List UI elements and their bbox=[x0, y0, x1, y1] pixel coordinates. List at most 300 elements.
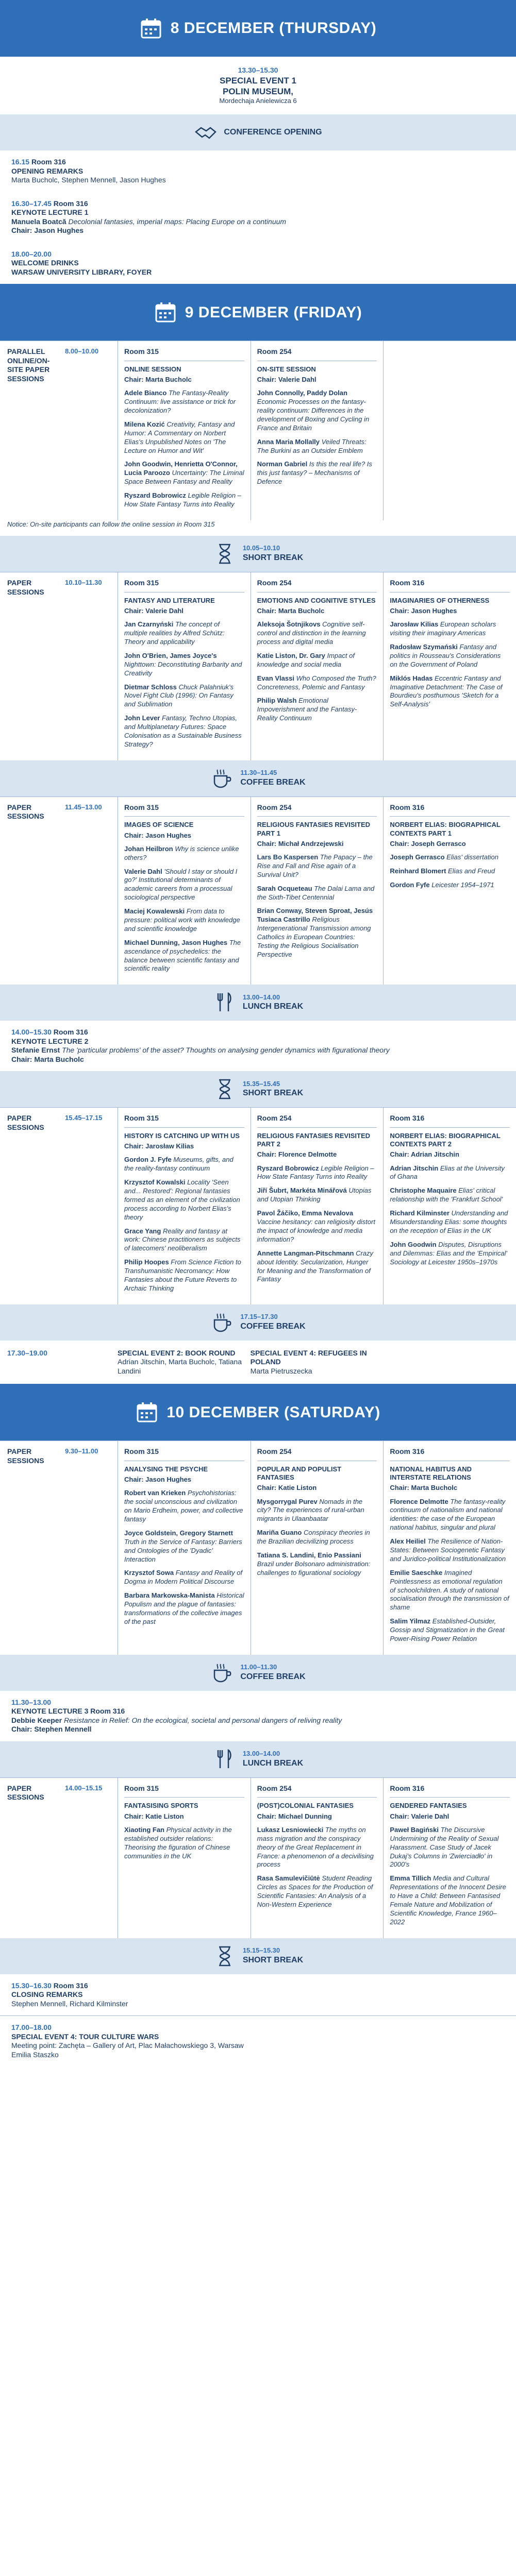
session-chair: Chair: Marta Bucholc bbox=[124, 376, 192, 383]
paper-title: Chuck Palahniuk's Novel Fight Club (1996): On Fantasy and Sublimation bbox=[124, 683, 234, 708]
paper-item bbox=[257, 652, 377, 669]
session-column bbox=[118, 341, 251, 520]
keynote-time: 14.00–15.30 bbox=[11, 1028, 52, 1037]
hourglass-icon bbox=[213, 1944, 237, 1968]
paper-item bbox=[257, 885, 377, 902]
session-column bbox=[251, 797, 384, 985]
short-break-band bbox=[0, 1071, 516, 1107]
paper-author: Joyce Goldstein, Gregory Starnett bbox=[124, 1529, 233, 1537]
tour-title: SPECIAL EVENT 4: TOUR CULTURE WARS bbox=[11, 2032, 159, 2041]
paper-item bbox=[124, 1258, 244, 1293]
paper-item bbox=[124, 939, 244, 974]
special-events-2-4 bbox=[0, 1341, 516, 1384]
session-chair: Chair: Jason Hughes bbox=[124, 1476, 192, 1484]
session-time: 8.00–10.00 bbox=[65, 347, 99, 355]
paper-item bbox=[257, 1498, 377, 1524]
paper-title: Economic Processes on the fantasy-reality continuum: Differences in the development of Boxing and Cycling in France and Britain bbox=[257, 398, 370, 432]
short-break-band bbox=[0, 536, 516, 572]
paper-title: Cognitive self-control and distinction in the learning process and digital media bbox=[257, 620, 366, 646]
paper-item bbox=[257, 438, 377, 455]
session-heading: HISTORY IS CATCHING UP WITH US bbox=[124, 1131, 240, 1140]
paper-title: Historical Populism and the plague of fantasies: transformations of the collective images of the past bbox=[124, 1591, 244, 1625]
paper-item bbox=[390, 1164, 510, 1182]
paper-author: Barbara Markowska-Manista bbox=[124, 1591, 215, 1600]
paper-title: Emotional Impoverishment and the Fantasy-Reality Continuum bbox=[257, 697, 357, 722]
paper-title: Museums, gifts, and the reality-fantasy continuum bbox=[124, 1156, 234, 1173]
session-column bbox=[118, 797, 251, 985]
paper-author: Katie Liston, Dr. Gary bbox=[257, 651, 325, 659]
coffee-cup-icon bbox=[210, 767, 234, 790]
paper-title: Elias' dissertation bbox=[446, 853, 498, 861]
hourglass-icon bbox=[213, 1077, 237, 1101]
paper-author: Sarah Ocqueteau bbox=[257, 884, 312, 892]
opening-remarks bbox=[0, 150, 516, 192]
room-name: Room 315 bbox=[124, 579, 244, 592]
keynote-room: Room 316 bbox=[53, 1028, 88, 1037]
paper-author: Rasa Samulevičiūtė bbox=[257, 1874, 320, 1883]
session-chair: Chair: Joseph Gerrasco bbox=[390, 839, 466, 848]
tour-person: Emilia Staszko bbox=[11, 2050, 59, 2059]
paper-title: Physical activity in the established outsider relations: Theorising the figuration of Chinese communities in the UK bbox=[124, 1825, 232, 1860]
paper-author: Mysgorrygal Purev bbox=[257, 1497, 318, 1505]
paper-item bbox=[390, 1498, 510, 1533]
paper-item bbox=[390, 1187, 510, 1204]
paper-author: Valerie Dahl bbox=[124, 867, 162, 875]
paper-author: Milena Kozić bbox=[124, 420, 165, 428]
coffee-break-band bbox=[0, 760, 516, 796]
paper-item bbox=[124, 1156, 244, 1173]
paper-author: Aleksoja Šotnjikovs bbox=[257, 620, 321, 629]
event-time: 13.30–15.30 bbox=[238, 66, 278, 74]
session-time: 9.30–11.00 bbox=[65, 1447, 98, 1455]
closing-people: Stephen Mennell, Richard Kilminster bbox=[11, 1999, 128, 2008]
paper-author: Miklós Hadas bbox=[390, 674, 433, 682]
paper-item bbox=[257, 1529, 377, 1546]
session-chair: Chair: Marta Bucholc bbox=[390, 1484, 458, 1492]
paper-title: From Science Fiction to Transhumanistic Necromancy: How Fantasies about the Future Reverts to Archaic Thinking bbox=[124, 1258, 241, 1292]
session-column bbox=[383, 572, 516, 760]
keynote-chair: Chair: Jason Hughes bbox=[11, 226, 84, 235]
paper-author: Mariña Guano bbox=[257, 1529, 302, 1537]
paper-title: Conspiracy theories in the Brazilian decivilizing process bbox=[257, 1529, 370, 1546]
paper-item bbox=[124, 683, 244, 709]
keynote-chair: Chair: Marta Bucholc bbox=[11, 1055, 84, 1063]
break-label: SHORT BREAK bbox=[242, 553, 304, 563]
paper-sessions-2 bbox=[0, 796, 516, 985]
coffee-time: 11.30–11.45 bbox=[240, 768, 277, 776]
paper-title: Truth in the Service of Fantasy: Barriers and Ontologies of the 'Dyadic' Interaction bbox=[124, 1537, 242, 1563]
paper-title: Eccentric Fantasy and Imaginative Detachment: The Case of Bourdieu's posthumous 'Sketch for a Self-Analysis' bbox=[390, 674, 503, 708]
paper-author: Gordon Fyfe bbox=[390, 880, 430, 889]
paper-author: Annette Langman-Pitschmann bbox=[257, 1249, 354, 1257]
calendar-icon bbox=[136, 1401, 158, 1423]
paper-item bbox=[257, 907, 377, 959]
day-banner-8-dec bbox=[0, 0, 516, 57]
paper-title: 'Should I stay or should I go?' Institutional determinants of academic careers from a processual sociological perspective bbox=[124, 867, 238, 902]
paper-author: Johan Heilbron bbox=[124, 844, 173, 853]
paper-author: Adele Bianco bbox=[124, 389, 167, 397]
session-chair: Chair: Florence Delmotte bbox=[257, 1150, 337, 1159]
paper-title: Reality and fantasy at work: Chinese practitioners as subjects of latecomers' neoliberalism bbox=[124, 1227, 241, 1252]
session-chair: Chair: Valerie Dahl bbox=[124, 606, 184, 615]
room-name: Room 254 bbox=[257, 1784, 377, 1798]
paper-title: Crazy about Identity. Secularization, Hunger for Meaning and the Transformation of Fantasy bbox=[257, 1249, 374, 1283]
paper-author: Alex Heiliel bbox=[390, 1537, 426, 1546]
paper-title: The ascendance of psychedelics: the balance between scientific fantasy and scientific reality bbox=[124, 938, 241, 973]
paper-title: Legible Religion – How State Fantasy Turns into Reality bbox=[124, 492, 241, 509]
session-heading: RELIGIOUS FANTASIES REVISITED PART 2 bbox=[257, 1131, 370, 1148]
paper-item bbox=[124, 1529, 244, 1564]
session-heading: IMAGES OF SCIENCE bbox=[124, 821, 194, 829]
paper-author: Lukasz Lesniowiecki bbox=[257, 1825, 324, 1834]
paper-title: Brazil under Bolsonaro administration: challenges to figurational sociology bbox=[257, 1560, 371, 1577]
paper-title: From data to pressure: political work with knowledge and scientific knowledge bbox=[124, 907, 240, 933]
paper-item bbox=[124, 652, 244, 678]
session-time: 14.00–15.15 bbox=[65, 1784, 103, 1792]
keynote-title: KEYNOTE LECTURE 1 bbox=[11, 208, 89, 217]
room-name: Room 315 bbox=[124, 1447, 244, 1461]
paper-author: Emma Tillich bbox=[390, 1874, 431, 1883]
paper-item bbox=[390, 867, 510, 876]
paper-item bbox=[257, 1874, 377, 1909]
paper-title: Elias' critical relationship with the 'Frankfurt School' bbox=[390, 1187, 503, 1204]
paper-title: European scholars visiting their imaginary Americas bbox=[390, 620, 496, 637]
keynote-talk: Resistance in Relief: On the ecological, societal and personal dangers of reliving reality bbox=[63, 1716, 342, 1724]
coffee-break-band bbox=[0, 1304, 516, 1341]
paper-author: Pavol Žáčiko, Emma Nevalova bbox=[257, 1209, 354, 1217]
paper-title: Religious Intergenerational Transmission among Catholics in European Countries: Testing the Religious Socialisation Perspective bbox=[257, 916, 371, 958]
paper-author: Jarosław Kilias bbox=[390, 620, 439, 629]
session-label: PAPER SESSIONS bbox=[7, 1114, 44, 1131]
coffee-cup-icon bbox=[210, 1661, 234, 1685]
session-chair: Chair: Jason Hughes bbox=[124, 831, 192, 839]
session-heading: FANTASY AND LITERATURE bbox=[124, 596, 215, 604]
closing-remarks bbox=[0, 1974, 516, 2016]
paper-item bbox=[390, 881, 510, 890]
room-name: Room 316 bbox=[390, 1447, 510, 1461]
paper-title: Is this the real life? Is this just fantasy? – Mechanisms of Defence bbox=[257, 460, 372, 486]
lunch-break-band bbox=[0, 1741, 516, 1777]
session-column bbox=[383, 1441, 516, 1655]
session-column bbox=[118, 1441, 251, 1655]
paper-title: The Papacy – the Rise and Fall and Rise again of a Survival Unit? bbox=[257, 853, 373, 878]
paper-title: Vaccine hesitancy: can religiosity distort the impact of knowledge and media information? bbox=[257, 1218, 375, 1243]
hourglass-icon bbox=[213, 542, 237, 566]
paper-item bbox=[124, 868, 244, 903]
paper-title: Legible Religion – How State Fantasy Turns into Reality bbox=[257, 1164, 374, 1181]
opening-room: Room 316 bbox=[31, 158, 66, 166]
room-name: Room 315 bbox=[124, 347, 244, 361]
session-label: PAPER SESSIONS bbox=[7, 1447, 44, 1465]
session-column bbox=[383, 1108, 516, 1304]
paper-author: John Goodwin bbox=[390, 1240, 437, 1248]
room-name: Room 315 bbox=[124, 803, 244, 817]
lunch-label: LUNCH BREAK bbox=[242, 1758, 304, 1768]
paper-item bbox=[257, 1187, 377, 1204]
paper-item bbox=[124, 620, 244, 647]
calendar-icon bbox=[140, 17, 162, 40]
session-column bbox=[118, 1108, 251, 1304]
session-time: 15.45–17.15 bbox=[65, 1114, 103, 1122]
specials-time: 17.30–19.00 bbox=[7, 1348, 47, 1357]
paper-title: Psychohistorias: the social unconscious and civilization on Mario Erdheim, power, and collective fantasy bbox=[124, 1489, 243, 1523]
paper-author: Lars Bo Kaspersen bbox=[257, 853, 319, 861]
parallel-note: Notice: On-site participants can follow the online session in Room 315 bbox=[7, 520, 215, 528]
paper-item bbox=[257, 1551, 377, 1578]
special-event-2-title: SPECIAL EVENT 2: BOOK ROUND bbox=[118, 1348, 236, 1357]
paper-title: The Resilience of Nation-States: Between Sociogenetic Fantasy and Juridico-political Institutionalization bbox=[390, 1537, 506, 1563]
paper-author: Krzysztof Kowalski bbox=[124, 1178, 186, 1187]
paper-author: Radosław Szymański bbox=[390, 642, 458, 651]
paper-title: Impact of knowledge and social media bbox=[257, 651, 355, 668]
session-heading: ANALYSING THE PSYCHE bbox=[124, 1465, 208, 1473]
paper-item bbox=[124, 389, 244, 415]
special-event-2-people: Adrian Jitschin, Marta Bucholc, Tatiana Landini bbox=[118, 1358, 242, 1375]
paper-item bbox=[124, 1591, 244, 1626]
parallel-sessions bbox=[0, 341, 516, 520]
session-chair: Chair: Valerie Dahl bbox=[390, 1812, 450, 1820]
keynote-speaker: Stefanie Ernst bbox=[11, 1046, 60, 1055]
paper-item bbox=[124, 714, 244, 749]
keynote-2 bbox=[0, 1021, 516, 1071]
paper-title: Media and Cultural Representations of the Innocent Desire to Have a Child: Between Fantasised Female Nature and Mobilization of Scientific Knowledge, France 1960–2022 bbox=[390, 1874, 506, 1926]
opening-people: Marta Bucholc, Stephen Mennell, Jason Hughes bbox=[11, 176, 166, 184]
session-heading: NORBERT ELIAS: BIOGRAPHICAL CONTEXTS PART 2 bbox=[390, 1131, 501, 1148]
special-event-tour bbox=[0, 2015, 516, 2066]
lunch-time: 13.00–14.00 bbox=[242, 1750, 280, 1758]
paper-item bbox=[390, 674, 510, 709]
paper-author: Ryszard Bobrowicz bbox=[257, 1164, 319, 1172]
session-heading: POPULAR AND POPULIST FANTASIES bbox=[257, 1465, 342, 1482]
paper-item bbox=[257, 1249, 377, 1284]
keynote-talk: Decolonial fantasies, imperial maps: Placing Europe on a continuum bbox=[68, 217, 287, 226]
drinks-title: WELCOME DRINKS bbox=[11, 259, 79, 267]
room-name: Room 254 bbox=[257, 1447, 377, 1461]
welcome-drinks bbox=[0, 243, 516, 284]
paper-author: Christophe Maquaire bbox=[390, 1187, 457, 1195]
paper-author: John O'Brien, James Joyce's bbox=[124, 651, 217, 659]
paper-item bbox=[257, 1826, 377, 1869]
session-label: PARALLEL ONLINE/ON-SITE PAPER SESSIONS bbox=[7, 347, 50, 383]
session-heading: EMOTIONS AND COGNITIVE STYLES bbox=[257, 596, 376, 604]
special-event-4-people: Marta Pietruszecka bbox=[250, 1366, 312, 1375]
session-column bbox=[251, 1108, 384, 1304]
paper-title: Elias at the University of Ghana bbox=[390, 1164, 505, 1181]
room-name: Room 316 bbox=[390, 1114, 510, 1128]
paper-title: Creativity, Fantasy and Humor: A Commentary on Norbert Elias's Unpublished Notes on 'The Lecture on Humor and Wit' bbox=[124, 420, 235, 454]
session-chair: Chair: Jarosław Kilias bbox=[124, 1142, 194, 1150]
paper-item bbox=[390, 1537, 510, 1564]
session-label: PAPER SESSIONS bbox=[7, 803, 44, 821]
paper-title: Understanding and Misunderstanding Elias: some thoughts on the reception of Elias in the UK bbox=[390, 1209, 508, 1234]
keynote-speaker: Manuela Boatcă bbox=[11, 217, 66, 226]
paper-title: Utopias and Utopian Thinking bbox=[257, 1187, 372, 1204]
special-event-4-title: SPECIAL EVENT 4: REFUGEES IN POLAND bbox=[250, 1348, 367, 1366]
paper-item bbox=[124, 1178, 244, 1222]
paper-author: Tatiana S. Landini, Enio Passiani bbox=[257, 1551, 361, 1560]
day-title: 10 DECEMBER (SATURDAY) bbox=[167, 1403, 380, 1421]
session-heading: IMAGINARIES OF OTHERNESS bbox=[390, 596, 490, 604]
tour-meeting-point: Meeting point: Zachęta – Gallery of Art, Plac Małachowskiego 3, Warsaw bbox=[11, 2041, 244, 2050]
paper-author: Norman Gabriel bbox=[257, 460, 308, 468]
paper-title: The concept of multiple realities by Alfred Schütz: Theory and applicability bbox=[124, 620, 225, 646]
paper-item bbox=[124, 492, 244, 509]
paper-item bbox=[390, 1826, 510, 1869]
paper-item bbox=[257, 1209, 377, 1244]
paper-title: Established-Outsider, Gossip and Stigmatization in the Great Power-Rising Power Relation bbox=[390, 1617, 505, 1643]
coffee-label: COFFEE BREAK bbox=[240, 1672, 306, 1681]
session-column bbox=[118, 572, 251, 760]
event-title: SPECIAL EVENT 1 bbox=[220, 75, 296, 86]
keynote-room: Room 316 bbox=[90, 1707, 125, 1716]
room-name: Room 315 bbox=[124, 1784, 244, 1798]
paper-author: Gordon J. Fyfe bbox=[124, 1156, 172, 1164]
session-chair: Chair: Marta Bucholc bbox=[257, 606, 325, 615]
opening-time: 16.15 bbox=[11, 158, 30, 166]
calendar-icon bbox=[154, 301, 177, 324]
coffee-label: COFFEE BREAK bbox=[240, 1321, 306, 1331]
session-chair: Chair: Michael Dunning bbox=[257, 1812, 332, 1820]
paper-item bbox=[390, 620, 510, 638]
day-title: 8 DECEMBER (THURSDAY) bbox=[170, 20, 377, 37]
cutlery-icon bbox=[213, 991, 237, 1014]
short-break-band bbox=[0, 1938, 516, 1974]
break-time: 15.35–15.45 bbox=[242, 1079, 280, 1088]
keynote-time: 11.30–13.00 bbox=[11, 1698, 52, 1706]
paper-item bbox=[390, 1617, 510, 1643]
keynote-room: Room 316 bbox=[53, 199, 88, 208]
cutlery-icon bbox=[213, 1748, 237, 1771]
paper-title: Nomads in the city? The experiences of rural-urban migrants in Ulaanbaatar bbox=[257, 1497, 364, 1523]
drinks-time: 18.00–20.00 bbox=[11, 249, 52, 258]
keynote-title: KEYNOTE LECTURE 2 bbox=[11, 1037, 89, 1045]
paper-title: Veiled Threats: The Burkini as an Outsider Emblem bbox=[257, 437, 367, 454]
coffee-cup-icon bbox=[210, 1311, 234, 1334]
session-label: PAPER SESSIONS bbox=[7, 579, 44, 596]
paper-author: John Lever bbox=[124, 714, 160, 722]
lunch-time: 13.00–14.00 bbox=[242, 993, 280, 1001]
paper-item bbox=[124, 1826, 244, 1861]
room-name: Room 254 bbox=[257, 347, 377, 361]
session-heading: (POST)COLONIAL FANTASIES bbox=[257, 1802, 354, 1810]
paper-title: Why is science unlike others? bbox=[124, 844, 239, 861]
paper-title: Nighttown: Deconstituting Barbarity and Creativity bbox=[124, 660, 242, 677]
session-column bbox=[383, 341, 516, 520]
paper-author: John Goodwin, Henrietta O'Connor, Lucia Paroozo bbox=[124, 460, 238, 477]
session-time: 10.10–11.30 bbox=[65, 579, 102, 587]
closing-room: Room 316 bbox=[53, 1981, 88, 1990]
session-column bbox=[251, 341, 384, 520]
paper-title: Who Composed the Truth? Concreteness, Polemic and Fantasy bbox=[257, 674, 376, 691]
paper-item bbox=[257, 853, 377, 879]
keynote-1 bbox=[0, 192, 516, 243]
paper-item bbox=[124, 907, 244, 934]
conference-opening-band bbox=[0, 114, 516, 150]
session-column bbox=[383, 797, 516, 985]
paper-item bbox=[257, 620, 377, 647]
paper-author: Reinhard Blomert bbox=[390, 867, 446, 875]
band-label: CONFERENCE OPENING bbox=[224, 128, 322, 137]
drinks-place: WARSAW UNIVERSITY LIBRARY, FOYER bbox=[11, 267, 152, 276]
paper-item bbox=[257, 1164, 377, 1182]
handshake-icon bbox=[194, 121, 218, 144]
paper-title: Fantasy and politics in Rousseau's Considerations on the Government of Poland bbox=[390, 642, 501, 668]
paper-item bbox=[390, 1874, 510, 1926]
paper-item bbox=[390, 643, 510, 669]
room-name: Room 316 bbox=[390, 803, 510, 817]
keynote-talk: The 'particular problems' of the asset? Thoughts on analysing gender dynamics with figurational theory bbox=[62, 1046, 390, 1055]
session-heading: NORBERT ELIAS: BIOGRAPHICAL CONTEXTS PART 1 bbox=[390, 821, 501, 837]
paper-author: Joseph Gerrasco bbox=[390, 853, 445, 861]
paper-title: The Fantasy-Reality Continuum: live assistance or trick for decolonization? bbox=[124, 389, 236, 415]
paper-author: Ryszard Bobrowicz bbox=[124, 492, 186, 500]
day-banner-10-dec bbox=[0, 1384, 516, 1440]
paper-author: John Connolly, Paddy Dolan bbox=[257, 389, 347, 397]
tour-time: 17.00–18.00 bbox=[11, 2023, 52, 2032]
keynote-time: 16.30–17.45 bbox=[11, 199, 52, 208]
closing-time: 15.30–16.30 bbox=[11, 1981, 52, 1990]
coffee-label: COFFEE BREAK bbox=[240, 777, 306, 787]
paper-author: Florence Delmotte bbox=[390, 1497, 448, 1505]
session-column bbox=[251, 1441, 384, 1655]
break-time: 10.05–10.10 bbox=[242, 544, 280, 552]
paper-item bbox=[124, 460, 244, 486]
session-heading: GENDERED FANTASIES bbox=[390, 1802, 467, 1810]
paper-title: Student Reading Circles as Spaces for the Production of Scientific Fantasies: An Analysis of a Non-Western Experience bbox=[257, 1874, 373, 1909]
room-name: Room 315 bbox=[124, 1114, 244, 1128]
paper-title: Elias and Freud bbox=[448, 867, 495, 875]
paper-author: Maciej Kowalewski bbox=[124, 907, 185, 916]
session-chair: Chair: Valerie Dahl bbox=[257, 376, 317, 383]
paper-author: Richard Kilminster bbox=[390, 1209, 450, 1217]
paper-author: Philip Walsh bbox=[257, 697, 297, 705]
session-heading: FANTASISING SPORTS bbox=[124, 1802, 198, 1810]
paper-title: The fantasy-reality continuum of nationalism and national identities: the case of the European national habitus, singular and plural bbox=[390, 1497, 506, 1532]
paper-title: Leicester 1954–1971 bbox=[431, 880, 494, 889]
paper-item bbox=[124, 1569, 244, 1586]
keynote-title: KEYNOTE LECTURE 3 bbox=[11, 1707, 89, 1716]
paper-sessions-4 bbox=[0, 1440, 516, 1655]
paper-author: Krzysztof Sowa bbox=[124, 1569, 174, 1577]
coffee-break-band bbox=[0, 1655, 516, 1691]
session-chair: Chair: Adrian Jitschin bbox=[390, 1150, 459, 1159]
session-chair: Chair: Jason Hughes bbox=[390, 606, 457, 615]
event-address: Mordechaja Anielewicza 6 bbox=[219, 97, 297, 105]
lunch-break-band bbox=[0, 985, 516, 1021]
room-name: Room 316 bbox=[390, 1784, 510, 1798]
closing-title: CLOSING REMARKS bbox=[11, 1990, 83, 1999]
paper-sessions-5 bbox=[0, 1777, 516, 1938]
session-column bbox=[383, 1778, 516, 1938]
paper-item bbox=[390, 1241, 510, 1267]
room-name: Room 254 bbox=[257, 579, 377, 592]
paper-title: Fantasy, Techno Utopias, and Multiplanetary Futures: Space Colonisation as a Sustainable Business Strategy? bbox=[124, 714, 242, 748]
session-column bbox=[118, 1778, 251, 1938]
session-chair: Chair: Katie Liston bbox=[124, 1812, 184, 1820]
break-label: SHORT BREAK bbox=[242, 1955, 304, 1964]
paper-title: Uncertainty: The Liminal Space Between Fantasy and Reality bbox=[124, 469, 244, 486]
special-event-1 bbox=[0, 57, 516, 114]
paper-author: Adrian Jitschin bbox=[390, 1164, 439, 1172]
day-banner-9-dec bbox=[0, 284, 516, 341]
event-place: POLIN MUSEUM, bbox=[223, 86, 293, 96]
session-time: 11.45–13.00 bbox=[65, 803, 102, 811]
paper-author: Anna Maria Mollally bbox=[257, 437, 320, 446]
session-chair: Chair: Katie Liston bbox=[257, 1484, 317, 1492]
session-chair: Chair: Michał Andrzejewski bbox=[257, 839, 344, 848]
paper-title: Locality 'Seen and... Restored': Regional fantasies formed as an element of the civilization process according to Norbert Elias's theory bbox=[124, 1178, 240, 1221]
paper-author: Brian Conway, Steven Sproat, Jesús Tusiaca Castrillo bbox=[257, 907, 373, 924]
